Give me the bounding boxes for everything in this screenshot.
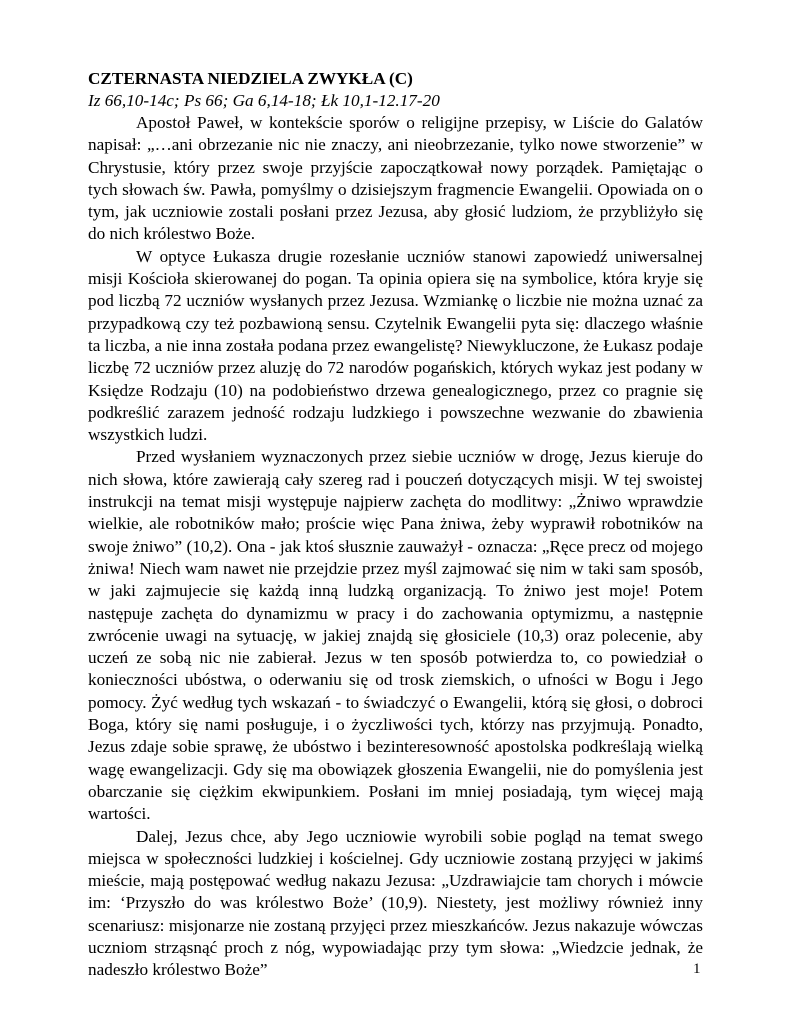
paragraph-2: W optyce Łukasza drugie rozesłanie uczniów stanowi zapowiedź uniwersalnej misji Kościoła skierowanej do pogan. Ta opinia opiera się na symbolice, która kryje się pod liczbą 72 uczniów wysłanych przez Jezusa. Wzmiankę o liczbie nie można uznać za przypadkową czy też pozbawioną sensu. Czytelnik Ewangelii pyta się: dlaczego właśnie ta liczba, a nie inna została podana przez ewangelistę? Niewykluczone, że Łukasz podaje liczbę 72 uczniów przez aluzję do 72 narodów pogańskich, których wykaz jest podany w Księdze Rodzaju (10) na podobieństwo drzewa genealogicznego, przez co pragnie się podkreślić zarazem jedność rodzaju ludzkiego i powszechne wezwanie do zbawienia wszystkich ludzi. [88,246,703,445]
scripture-readings: Iz 66,10-14c; Ps 66; Ga 6,14-18; Łk 10,1-12.17-20 [88,91,440,110]
page-number: 1 [693,961,701,977]
paragraph-3: Przed wysłaniem wyznaczonych przez siebie uczniów w drogę, Jezus kieruje do nich słowa, które zawierają cały szereg rad i pouczeń dotyczących misji. W tej swoistej instrukcji na temat misji występuje najpierw zachęta do modlitwy: „Żniwo wprawdzie wielkie, ale robotników mało; proście więc Pana żniwa, żeby wyprawił robotników na swoje żniwo” (10,2). Ona - jak ktoś słusznie zauważył - oznacza: „Ręce precz od mojego żniwa! Niech wam nawet nie przejdzie przez myśl zajmować się nim w taki sam sposób, w jaki zajmujecie się każdą inną ludzką organizacją. To żniwo jest moje! Potem następuje zachęta do dynamizmu w pracy i do zachowania optymizmu, a następnie zwrócenie uwagi na sytuację, w jakiej znajdą się głosiciele (10,3) oraz polecenie, aby uczeń ze sobą nic nie zabierał. Jezus w ten sposób potwierdza to, co powiedział o konieczności ubóstwa, o oderwaniu się od trosk ziemskich, o ufności w Bogu i Jego pomocy. Żyć według tych wskazań - to świadczyć o Ewangelii, którą się głosi, o dobroci Boga, który się nami posługuje, i o życzliwości tych, którzy nas przyjmują. Ponadto, Jezus zdaje sobie sprawę, że ubóstwo i bezinteresowność apostolska podkreślają wielką wagę ewangelizacji. Gdy się ma obowiązek głoszenia Ewangelii, nie do pomyślenia jest obarczanie się ciężkim ekwipunkiem. Posłani im mniej posiadają, tym więcej mają wartości. [88,447,703,824]
document-page [88,68,703,982]
paragraph-1: Apostoł Paweł, w kontekście sporów o religijne przepisy, w Liście do Galatów napisał: „…ani obrzezanie nic nie znaczy, ani nieobrzezanie, tylko nowe stworzenie” w Chrystusie, który przez swoje przyjście zapoczątkował nowy porządek. Pamiętając o tych słowach św. Pawła, pomyślmy o dzisiejszym fragmencie Ewangelii. Opowiada on o tym, jak uczniowie zostali posłani przez Jezusa, aby głosić ludziom, że przybliżyło się do nich królestwo Boże. [88,113,703,244]
paragraph-4: Dalej, Jezus chce, aby Jego uczniowie wyrobili sobie pogląd na temat swego miejsca w społeczności ludzkiej i kościelnej. Gdy uczniowie zostaną przyjęci w jakimś mieście, mają postępować według nakazu Jezusa: „Uzdrawiajcie tam chorych i mówcie im: ‘Przyszło do was królestwo Boże’ (10,9). Niestety, jest możliwy również inny scenariusz: misjonarze nie zostaną przyjęci przez mieszkańców. Jezus nakazuje wówczas uczniom strząsnąć proch z nóg, wypowiadając przy tym słowa: „Wiedzcie jednak, że nadeszło królestwo Boże” [88,826,703,980]
document-title: CZTERNASTA NIEDZIELA ZWYKŁA (C) [88,69,413,88]
